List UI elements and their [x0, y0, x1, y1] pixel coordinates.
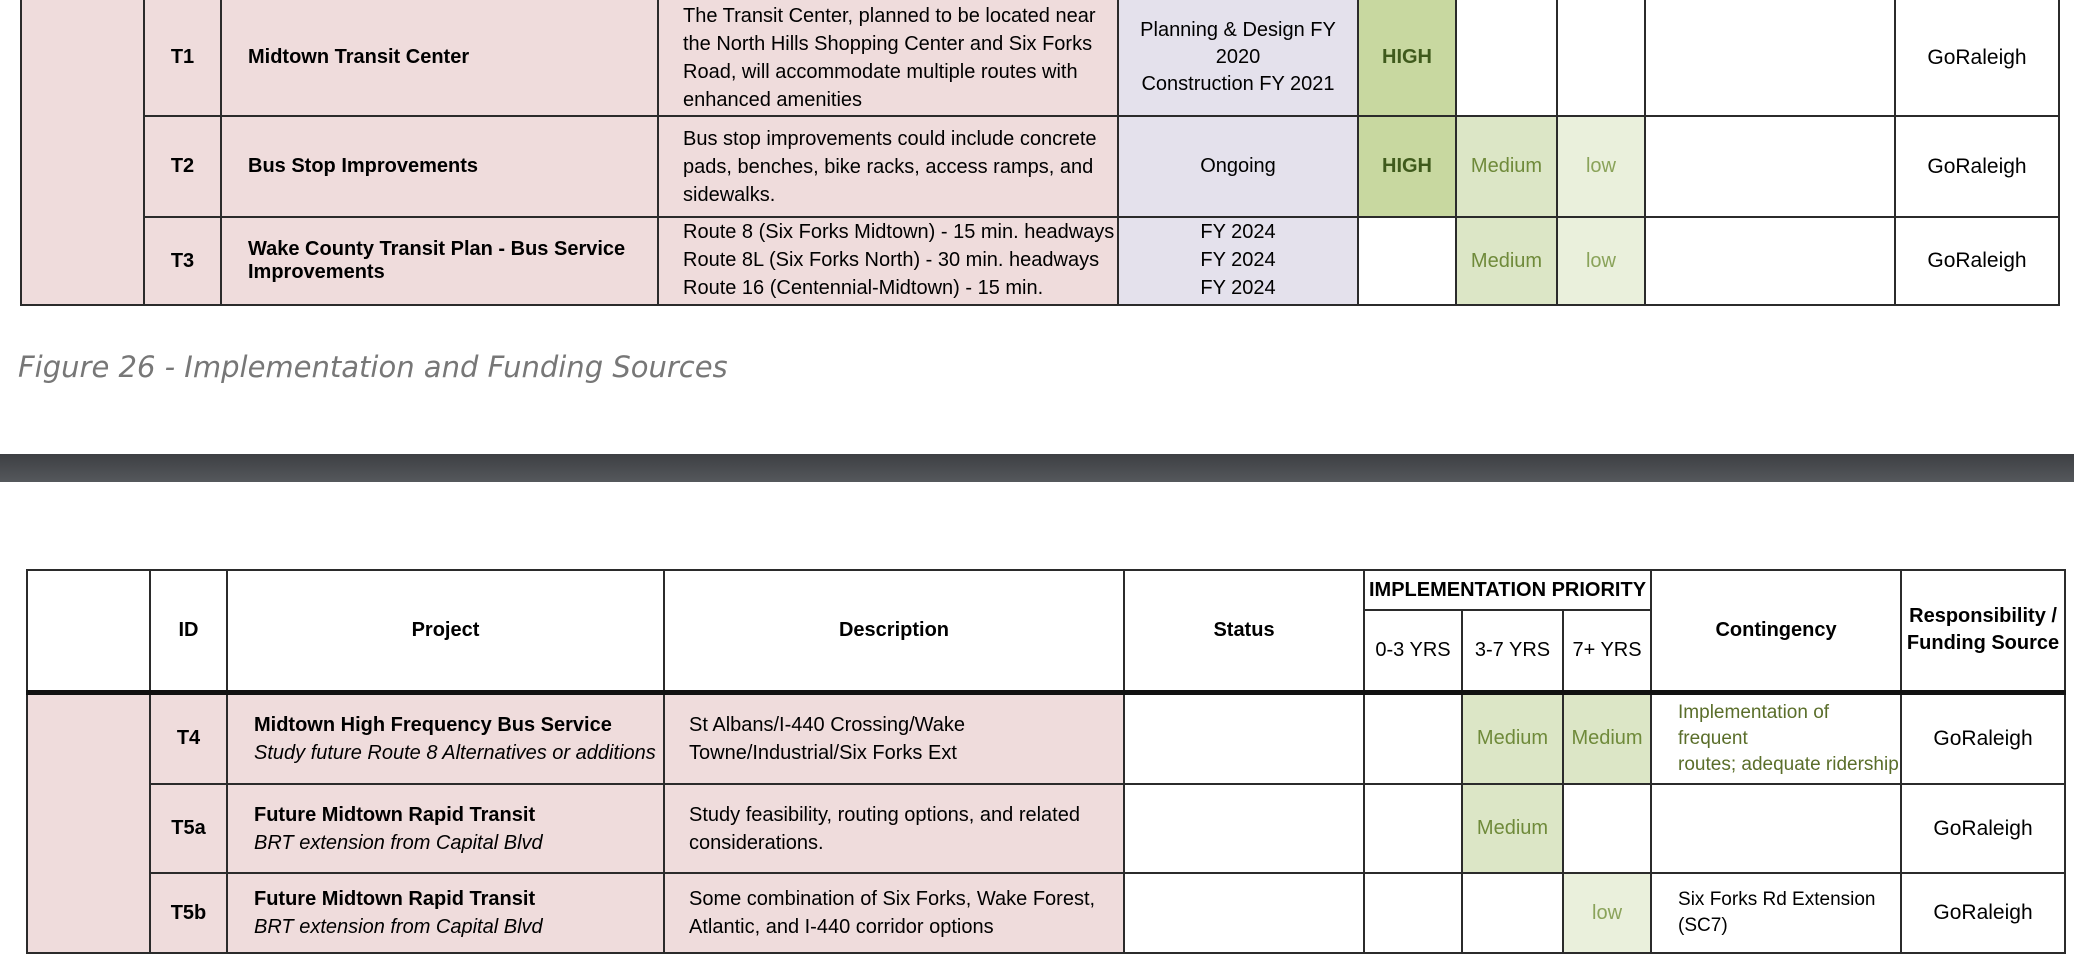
header-category — [27, 570, 150, 692]
priority-3-7: Medium — [1462, 692, 1563, 784]
table-row — [21, 0, 2059, 116]
contingency-cell — [1645, 0, 1895, 116]
status-cell — [1124, 692, 1364, 784]
priority-0-3: HIGH — [1358, 0, 1456, 116]
project-description: Study feasibility, routing options, and related considerations. — [664, 784, 1124, 873]
priority-3-7 — [1462, 873, 1563, 953]
priority-3-7: Medium — [1456, 116, 1557, 217]
header-7plus-yrs: 7+ YRS — [1563, 610, 1651, 692]
contingency-cell — [1645, 116, 1895, 217]
table-row — [27, 692, 2065, 784]
row-id: T5a — [150, 784, 227, 873]
status-cell: FY 2024 FY 2024 FY 2024 — [1118, 217, 1358, 305]
row-id: T3 — [144, 217, 221, 305]
implementation-table — [26, 569, 2066, 954]
category-cell — [27, 692, 150, 953]
header-contingency: Contingency — [1651, 570, 1901, 692]
priority-3-7: Medium — [1456, 217, 1557, 305]
header-id: ID — [150, 570, 227, 692]
project-name: Wake County Transit Plan - Bus Service Improvements — [221, 217, 658, 305]
priority-7plus: Medium — [1563, 692, 1651, 784]
project-description: Bus stop improvements could include concrete pads, benches, bike racks, access ramps, and sidewalks. — [658, 116, 1118, 217]
funding-source: GoRaleigh — [1901, 692, 2065, 784]
page-divider — [0, 454, 2074, 482]
priority-3-7 — [1456, 0, 1557, 116]
header-funding-source: Responsibility / Funding Source — [1901, 570, 2065, 692]
project-description: Route 8 (Six Forks Midtown) - 15 min. headways Route 8L (Six Forks North) - 30 min. headways Route 16 (Centennial-Midtown) - 15 min. — [658, 217, 1118, 305]
header-project: Project — [227, 570, 664, 692]
header-0-3-yrs: 0-3 YRS — [1364, 610, 1462, 692]
funding-source: GoRaleigh — [1901, 784, 2065, 873]
status-cell: Ongoing — [1118, 116, 1358, 217]
priority-7plus — [1563, 784, 1651, 873]
contingency-cell: Six Forks Rd Extension (SC7) — [1651, 873, 1901, 953]
category-cell — [21, 0, 144, 305]
project-name: Future Midtown Rapid Transit BRT extension from Capital Blvd — [227, 784, 664, 873]
funding-source: GoRaleigh — [1901, 873, 2065, 953]
contingency-cell — [1651, 784, 1901, 873]
table-row — [21, 116, 2059, 217]
contingency-cell: Implementation of frequent routes; adequate ridership — [1651, 692, 1901, 784]
row-id: T1 — [144, 0, 221, 116]
row-id: T5b — [150, 873, 227, 953]
priority-7plus: low — [1557, 116, 1645, 217]
figure-caption: Figure 26 - Implementation and Funding Sources — [18, 350, 728, 384]
row-id: T4 — [150, 692, 227, 784]
project-name: Bus Stop Improvements — [221, 116, 658, 217]
table-row — [21, 217, 2059, 305]
status-cell — [1124, 873, 1364, 953]
implementation-table-top — [20, 0, 2060, 306]
row-id: T2 — [144, 116, 221, 217]
status-cell: Planning & Design FY 2020 Construction FY 2021 — [1118, 0, 1358, 116]
header-status: Status — [1124, 570, 1364, 692]
funding-source: GoRaleigh — [1895, 0, 2059, 116]
table-row — [27, 784, 2065, 873]
priority-0-3 — [1364, 784, 1462, 873]
project-name: Midtown High Frequency Bus Service Study future Route 8 Alternatives or additions — [227, 692, 664, 784]
priority-7plus: low — [1563, 873, 1651, 953]
header-3-7-yrs: 3-7 YRS — [1462, 610, 1563, 692]
priority-0-3 — [1364, 873, 1462, 953]
project-name: Future Midtown Rapid Transit BRT extension from Capital Blvd — [227, 873, 664, 953]
header-implementation-priority: IMPLEMENTATION PRIORITY — [1364, 570, 1651, 610]
funding-source: GoRaleigh — [1895, 116, 2059, 217]
project-description: The Transit Center, planned to be located near the North Hills Shopping Center and Six Forks Road, will accommodate multiple routes with enhanced amenities — [658, 0, 1118, 116]
priority-7plus: low — [1557, 217, 1645, 305]
table-row — [27, 873, 2065, 953]
priority-0-3 — [1364, 692, 1462, 784]
priority-0-3: HIGH — [1358, 116, 1456, 217]
contingency-cell — [1645, 217, 1895, 305]
project-name: Midtown Transit Center — [221, 0, 658, 116]
header-description: Description — [664, 570, 1124, 692]
funding-source: GoRaleigh — [1895, 217, 2059, 305]
priority-7plus — [1557, 0, 1645, 116]
priority-0-3 — [1358, 217, 1456, 305]
project-description: Some combination of Six Forks, Wake Forest, Atlantic, and I-440 corridor options — [664, 873, 1124, 953]
project-description: St Albans/I-440 Crossing/Wake Towne/Industrial/Six Forks Ext — [664, 692, 1124, 784]
header-row — [27, 570, 2065, 610]
priority-3-7: Medium — [1462, 784, 1563, 873]
status-cell — [1124, 784, 1364, 873]
